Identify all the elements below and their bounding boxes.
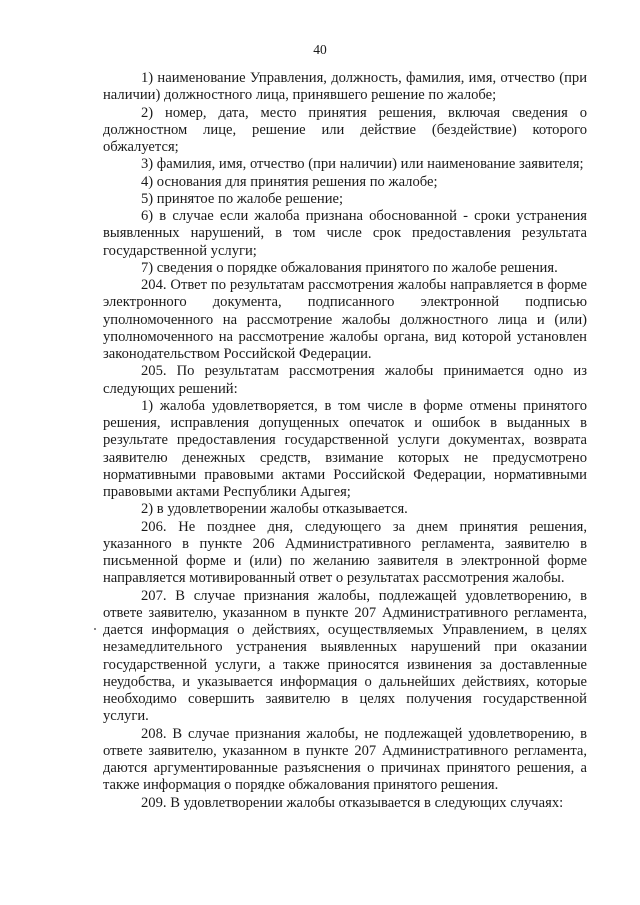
paragraph-205: 205. По результатам рассмотрения жалобы принимается одно из следующих решений: — [103, 363, 587, 397]
page-number: 40 — [313, 42, 327, 57]
paragraph-206: 206. Не позднее дня, следующего за днем принятия решения, указанного в пункте 206 Административного регламента, заявителю в письменной форме и (или) по желанию заявителя в электронной форме направляется мотивированный ответ о результатах рассмотрения жалобы. — [103, 518, 587, 587]
paragraph-item-4-grounds: 4) основания для принятия решения по жалобе; — [141, 173, 438, 190]
paragraph-item-7-appeal-procedure: 7) сведения о порядке обжалования принятого по жалобе решения. — [141, 259, 558, 276]
paragraph-207: 207. В случае признания жалобы, подлежащей удовлетворению, в ответе заявителю, указанном в пункте 207 Административного регламента, дается информация о действиях, осуществляемых Управлением, в целях незамедлительного устранения выявленных нарушений при оказании государственной услуги, а также приносятся извинения за доставленные неудобства, и указывается информация о дальнейших действиях, которые необходимо совершить заявителю в целях получения государственной услуги. — [103, 587, 587, 725]
paragraph-204: 204. Ответ по результатам рассмотрения жалобы направляется в форме электронного документа, подписанного электронной подписью уполномоченного на рассмотрение жалобы должностного лица и (или) уполномоченного на рассмотрение жалобы органа, вид которой установлен законодательством Российской Федерации. — [103, 277, 587, 362]
paragraph-item-5-decision: 5) принятое по жалобе решение; — [141, 190, 344, 207]
paragraph-205-item-2: 2) в удовлетворении жалобы отказывается. — [141, 501, 408, 518]
paragraph-item-1-decision-info: 1) наименование Управления, должность, фамилия, имя, отчество (при наличии) должностного лица, принявшего решение по жалобе; — [103, 70, 587, 104]
scan-speck — [94, 628, 96, 630]
paragraph-209: 209. В удовлетворении жалобы отказывается в следующих случаях: — [141, 794, 564, 811]
paragraph-item-3-applicant-name: 3) фамилия, имя, отчество (при наличии) или наименование заявителя; — [141, 156, 584, 173]
document-body — [103, 70, 587, 812]
paragraph-item-2-decision-details: 2) номер, дата, место принятия решения, включая сведения о должностном лице, решение или действие (бездействие) которого обжалуется; — [103, 104, 587, 155]
paragraph-item-6-deadlines: 6) в случае если жалоба признана обоснованной - сроки устранения выявленных нарушений, в том числе срок предоставления результата государственной услуги; — [103, 208, 587, 259]
paragraph-205-item-1: 1) жалоба удовлетворяется, в том числе в форме отмены принятого решения, исправления допущенных опечаток и ошибок в выданных в результате предоставления государственной услуги документах, возврата заявителю денежных средств, взимание которых не предусмотрено нормативными правовыми актами Российской Федерации, нормативными правовыми актами Республики Адыгея; — [103, 397, 587, 500]
paragraph-208: 208. В случае признания жалобы, не подлежащей удовлетворению, в ответе заявителю, указанном в пункте 207 Административного регламента, даются аргументированные разъяснения о причинах принятого решения, а также информация о порядке обжалования принятого решения. — [103, 725, 587, 794]
